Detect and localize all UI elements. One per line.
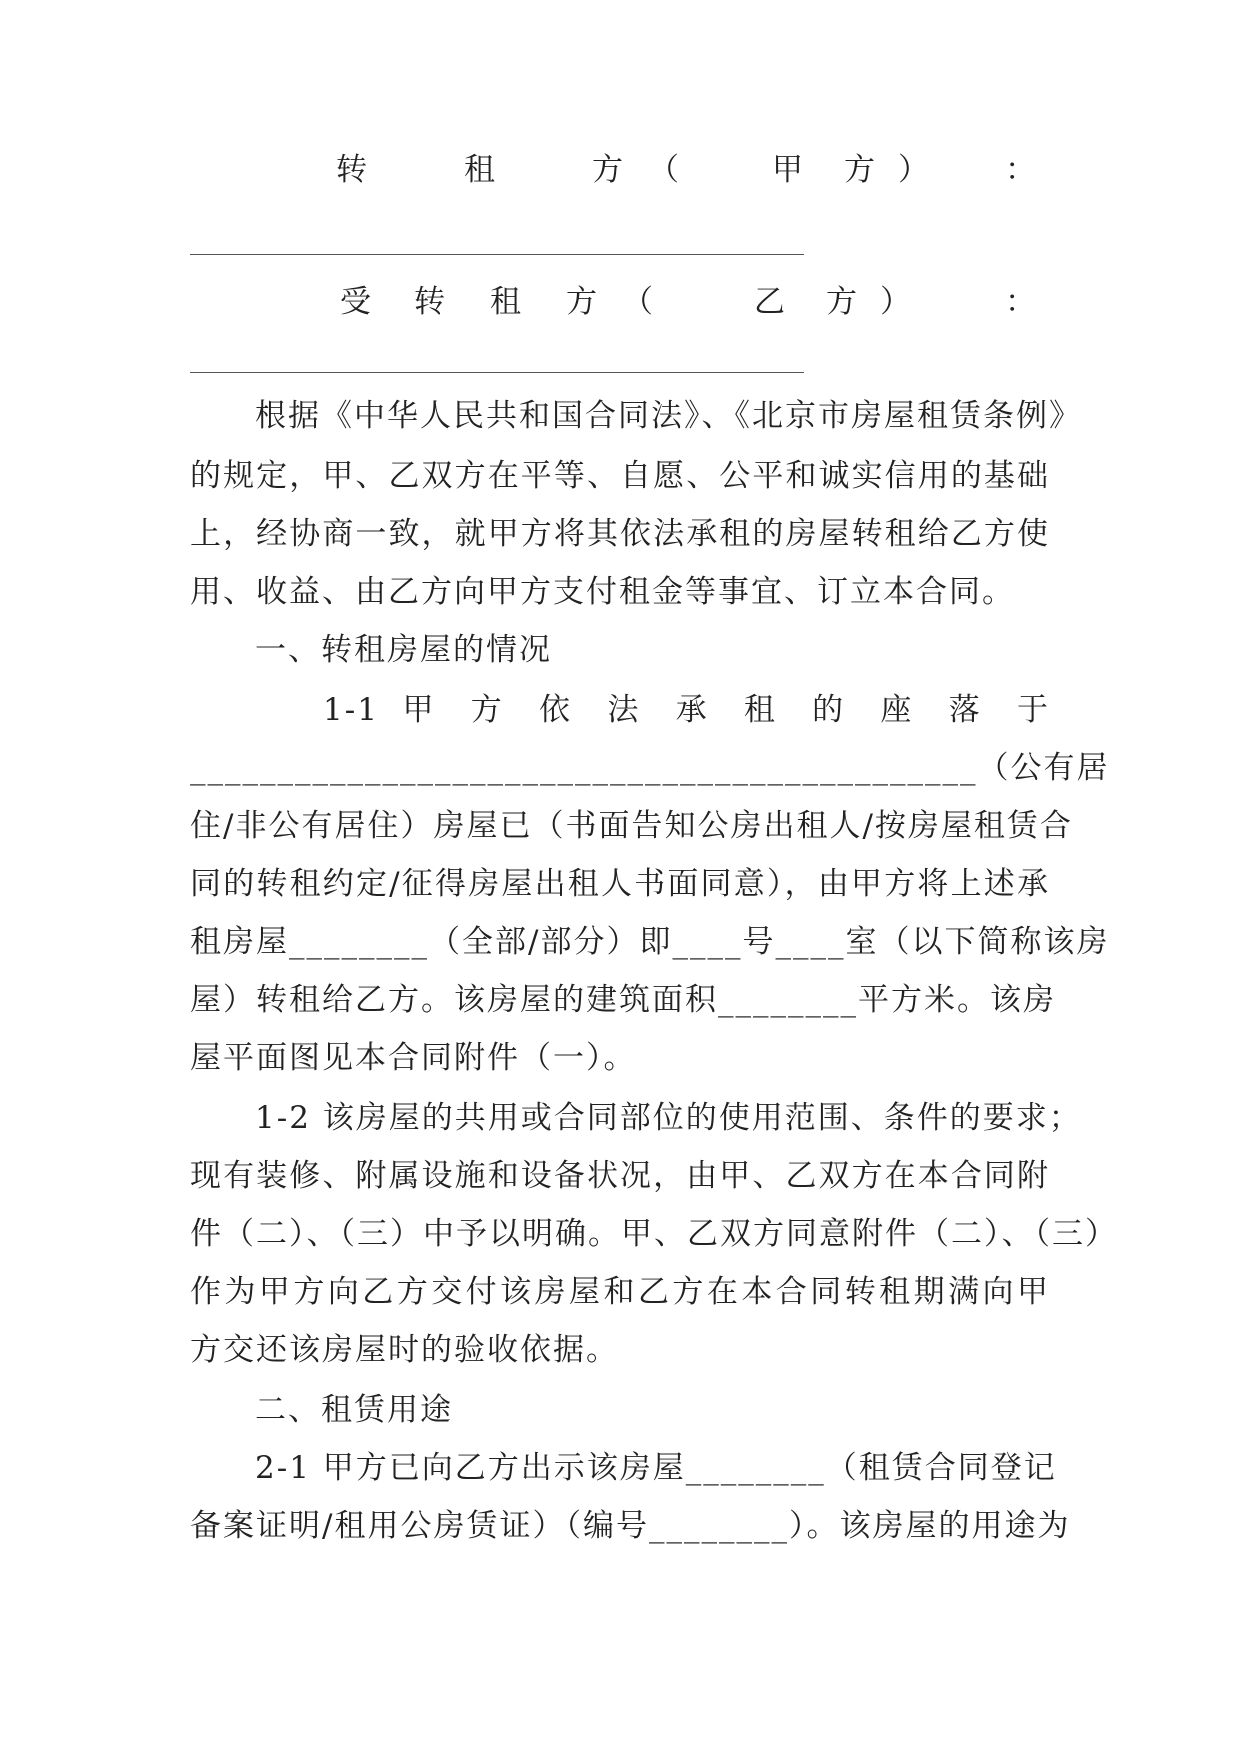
clause-1-2-line: 件（二）、（三）中予以明确。甲、乙双方同意附件（二）、（三） <box>190 1216 1118 1252</box>
party-b-char: 受 <box>340 284 371 320</box>
party-b-char: （ <box>622 284 653 320</box>
clause-1-2-line: 1-2 该房屋的共用或合同部位的使用范围、条件的要求； <box>255 1100 1082 1136</box>
clause-1-1-line: 1-1 甲 方 依 法 承 租 的 座 落 于 <box>323 692 1050 728</box>
clause-1-2-line: 现有装修、附属设施和设备状况，由甲、乙双方在本合同附 <box>190 1158 1050 1194</box>
clause-1-1-line: 屋）转租给乙方。该房屋的建筑面积________平方米。该房 <box>190 982 1056 1018</box>
party-b-char: ） <box>880 284 911 320</box>
party-a-char: 租 <box>464 152 495 188</box>
preamble-line: 根据《中华人民共和国合同法》、《北京市房屋租赁条例》 <box>255 398 1082 434</box>
party-a-char: （ <box>648 152 679 188</box>
clause-1-1-line: 住/非公有居住）房屋已（书面告知公房出租人/按房屋租赁合 <box>190 808 1073 844</box>
clause-1-2-line: 方交还该房屋时的验收依据。 <box>190 1332 619 1368</box>
party-b-char: 租 <box>490 284 521 320</box>
party-b-colon: ： <box>1005 284 1036 320</box>
clause-1-1-line: 屋平面图见本合同附件（一）。 <box>190 1040 637 1076</box>
party-a-blank-line <box>190 254 804 255</box>
preamble-line: 上，经协商一致，就甲方将其依法承租的房屋转租给乙方使 <box>190 516 1050 552</box>
party-a-char: 方 <box>844 152 875 188</box>
party-a-char: ） <box>898 152 929 188</box>
preamble-line: 的规定，甲、乙双方在平等、自愿、公平和诚实信用的基础 <box>190 458 1050 494</box>
clause-1-1-line: _____________________________________________（公有居 <box>190 750 1110 786</box>
party-b-char: 方 <box>566 284 597 320</box>
clause-2-1-line: 2-1 甲方已向乙方出示该房屋________（租赁合同登记 <box>255 1450 1057 1486</box>
section-heading-2: 二、租赁用途 <box>255 1392 453 1428</box>
clause-1-1-line: 同的转租约定/征得房屋出租人书面同意），由甲方将上述承 <box>190 866 1050 902</box>
party-a-char: 转 <box>336 152 367 188</box>
section-heading-1: 一、转租房屋的情况 <box>255 632 552 668</box>
clause-1-2-line: 作为甲方向乙方交付该房屋和乙方在本合同转租期满向甲 <box>190 1274 1050 1310</box>
party-b-blank-line <box>190 372 804 373</box>
clause-2-1-line: 备案证明/租用公房赁证）（编号________）。该房屋的用途为 <box>190 1508 1071 1544</box>
clause-1-1-line: 租房屋________（全部/部分）即____号____室（以下简称该房 <box>190 924 1110 960</box>
party-b-char: 乙 <box>754 284 785 320</box>
party-a-char: 甲 <box>772 152 803 188</box>
party-a-colon: ： <box>1005 152 1036 188</box>
party-a-char: 方 <box>592 152 623 188</box>
party-b-char: 方 <box>826 284 857 320</box>
party-b-char: 转 <box>414 284 445 320</box>
preamble-line: 用、收益、由乙方向甲方支付租金等事宜、订立本合同。 <box>190 574 1015 610</box>
